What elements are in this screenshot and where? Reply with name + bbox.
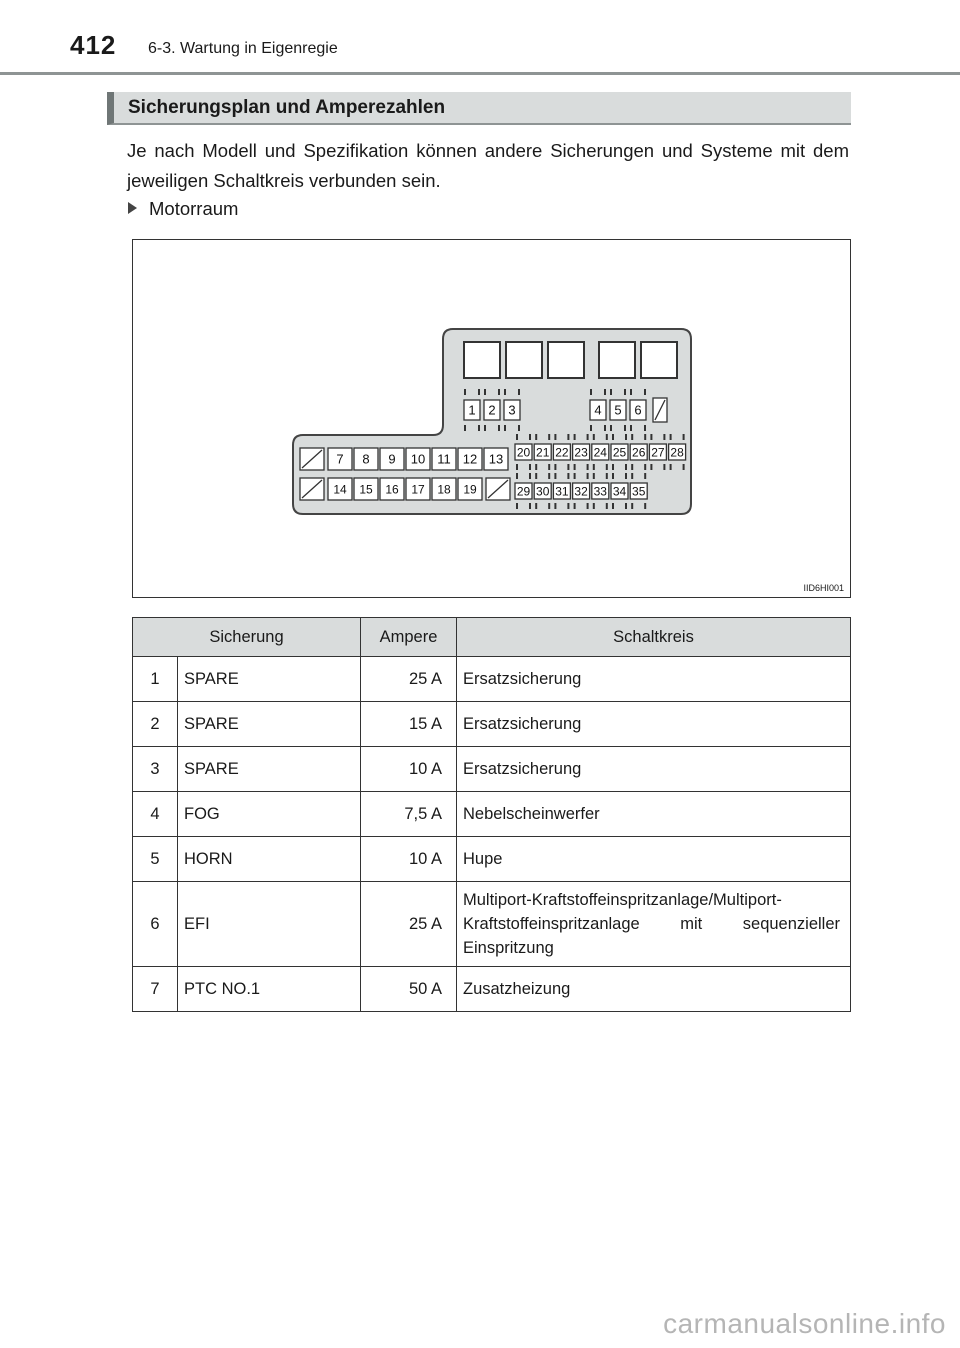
section-title: Sicherungsplan und Amperezahlen (128, 97, 446, 118)
fuse-name: SPARE (178, 657, 361, 702)
fuse-10-label: 10 (410, 451, 426, 467)
fuse-circuit: Nebelscheinwerfer (457, 792, 851, 837)
fuse-3-label: 3 (508, 402, 516, 418)
fuse-6-label: 6 (634, 402, 642, 418)
fuse-name: PTC NO.1 (178, 967, 361, 1012)
fuse-circuit: Ersatzsicherung (457, 747, 851, 792)
table-row (133, 967, 851, 1012)
fuse-number: 1 (133, 657, 178, 702)
fuse-ampere: 25 A (361, 882, 457, 967)
fuse-11-label: 11 (437, 451, 451, 467)
fuse-number: 5 (133, 837, 178, 882)
fuse-12-label: 12 (462, 451, 478, 467)
fuse-7-label: 7 (336, 451, 344, 467)
relay-block (464, 342, 500, 378)
header-schaltkreis: Schaltkreis (457, 618, 851, 657)
fuse-name: SPARE (178, 747, 361, 792)
fuse-number: 2 (133, 702, 178, 747)
header-divider (0, 72, 960, 75)
fuse-22-label: 22 (555, 445, 569, 460)
fuse-32-label: 32 (574, 484, 588, 499)
fuse-35-label: 35 (632, 484, 646, 499)
fuse-name: SPARE (178, 702, 361, 747)
fuse-circuit: Ersatzsicherung (457, 702, 851, 747)
fuse-5-label: 5 (614, 402, 622, 418)
fuse-13-label: 13 (488, 451, 504, 467)
fuse-28-label: 28 (670, 445, 684, 460)
fuse-8-label: 8 (362, 451, 370, 467)
fuse-33-label: 33 (593, 484, 607, 499)
bullet-arrow-icon (128, 202, 137, 214)
page-number: 412 (70, 30, 117, 60)
fuse-ampere: 10 A (361, 837, 457, 882)
table-header-row (133, 618, 851, 657)
fuse-1-label: 1 (468, 402, 476, 418)
fuse-diagram (132, 239, 851, 598)
fuse-2-label: 2 (488, 402, 496, 418)
fuse-number: 4 (133, 792, 178, 837)
fuse-24-label: 24 (593, 445, 607, 460)
header-sicherung: Sicherung (133, 618, 361, 657)
fuse-16-label: 16 (385, 482, 399, 497)
fuse-21-label: 21 (536, 445, 550, 460)
fuse-circuit: Ersatzsicherung (457, 657, 851, 702)
fuse-23-label: 23 (574, 445, 588, 460)
fuse-name: HORN (178, 837, 361, 882)
bullet-label: Motorraum (149, 198, 239, 219)
fuse-18-label: 18 (437, 482, 451, 497)
fuse-25-label: 25 (612, 445, 627, 460)
fuse-table (132, 617, 851, 1012)
fuse-30-label: 30 (536, 484, 550, 499)
relay-block (641, 342, 677, 378)
fuse-26-label: 26 (632, 445, 646, 460)
fuse-circuit: Zusatzheizung (457, 967, 851, 1012)
table-row (133, 657, 851, 702)
fuse-31-label: 31 (555, 484, 569, 499)
intro-paragraph: Je nach Modell und Spezifikation können andere Sicherungen und Systeme mit dem jeweiligen Schaltkreis verbunden sein. (127, 140, 849, 191)
fuse-14-label: 14 (333, 482, 347, 497)
relay-block (599, 342, 635, 378)
fuse-27-label: 27 (651, 445, 665, 460)
fuse-circuit: Multiport-Kraftstoffeinspritzanlage/Multiport-Kraftstoffeinspritzanlage mit sequenzieller Einspritzung (457, 882, 851, 967)
table-row (133, 747, 851, 792)
table-row (133, 702, 851, 747)
watermark: carmanualsonline.info (663, 1308, 946, 1339)
fuse-ampere: 10 A (361, 747, 457, 792)
relay-block (548, 342, 584, 378)
table-row (133, 837, 851, 882)
fuse-17-label: 17 (411, 482, 425, 497)
fuse-9-label: 9 (388, 451, 396, 467)
section-heading (107, 92, 851, 125)
chapter-title: 6-3. Wartung in Eigenregie (148, 40, 338, 57)
fuse-number: 7 (133, 967, 178, 1012)
fuse-name: FOG (178, 792, 361, 837)
fuse-ampere: 25 A (361, 657, 457, 702)
fuse-19-label: 19 (463, 482, 477, 497)
fuse-circuit: Hupe (457, 837, 851, 882)
fuse-number: 3 (133, 747, 178, 792)
fuse-ampere: 50 A (361, 967, 457, 1012)
fuse-20-label: 20 (516, 445, 531, 460)
bullet-motorraum (128, 198, 238, 220)
fuse-number: 6 (133, 882, 178, 967)
fuse-34-label: 34 (612, 484, 627, 499)
fuse-29-label: 29 (516, 484, 531, 499)
fuse-ampere: 7,5 A (361, 792, 457, 837)
table-row (133, 792, 851, 837)
header-ampere: Ampere (361, 618, 457, 657)
fuse-15-label: 15 (359, 482, 373, 497)
table-row (133, 882, 851, 967)
relay-block (506, 342, 542, 378)
fuse-4-label: 4 (594, 402, 602, 418)
fuse-ampere: 15 A (361, 702, 457, 747)
fuse-box-drawing (133, 240, 852, 599)
fuse-name: EFI (178, 882, 361, 967)
figure-code: IID6HI001 (803, 583, 844, 593)
